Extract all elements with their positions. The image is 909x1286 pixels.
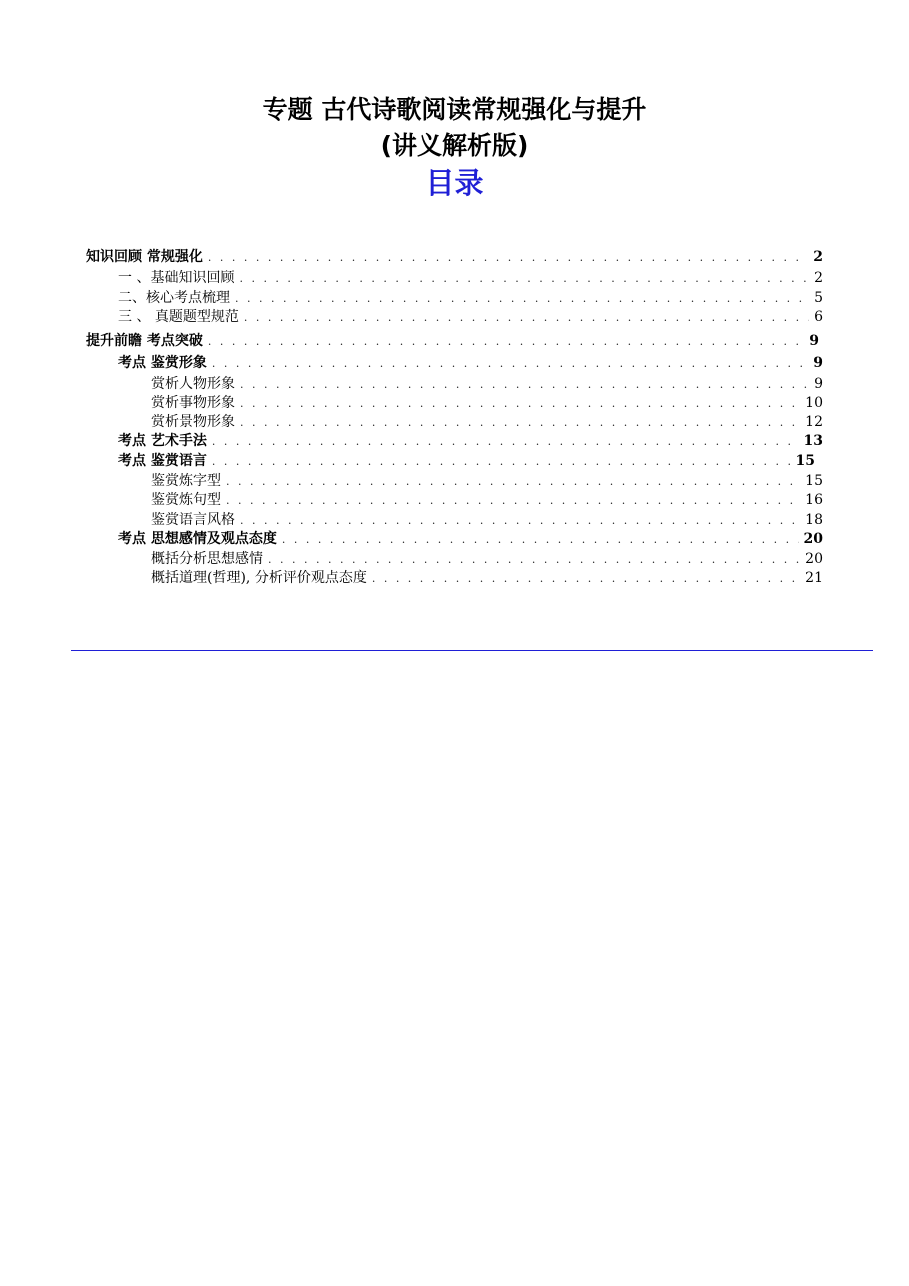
toc-entry[interactable]: [151, 374, 823, 394]
toc-entry[interactable]: [86, 331, 819, 351]
toc-entry[interactable]: [151, 490, 823, 510]
toc-entry-page: 15: [795, 453, 815, 469]
toc-entry[interactable]: [86, 247, 823, 267]
toc-dot-leader: [244, 308, 809, 328]
toc-entry-page: 9: [813, 355, 823, 371]
toc-entry-label: 概括分析思想感情: [151, 551, 263, 567]
toc-dot-leader: [282, 530, 799, 550]
toc-entry-page: 2: [813, 249, 823, 265]
toc-entry-page: 12: [805, 414, 823, 430]
toc-dot-leader: [240, 375, 809, 395]
toc-entry[interactable]: [151, 393, 823, 413]
toc-entry-label: 赏析人物形象: [151, 376, 235, 392]
toc-entry-page: 9: [809, 333, 819, 349]
toc-entry-label: 概括道理(哲理), 分析评价观点态度: [151, 570, 367, 586]
toc-entry[interactable]: [118, 353, 823, 373]
toc-entry-label: 鉴赏语言风格: [151, 512, 235, 528]
toc-entry[interactable]: [151, 471, 823, 491]
toc-entry-page: 6: [814, 309, 823, 325]
toc-entry-page: 20: [803, 531, 823, 547]
toc-dot-leader: [212, 432, 799, 452]
toc-entry[interactable]: [151, 510, 823, 530]
toc-dot-leader: [208, 248, 808, 268]
toc-entry-label: 考点 思想感情及观点态度: [118, 531, 277, 547]
toc-entry-page: 5: [814, 290, 823, 306]
toc-heading: 目录: [425, 166, 484, 200]
toc-entry-label: 提升前瞻 考点突破: [86, 333, 203, 349]
toc-dot-leader: [235, 289, 809, 309]
toc-entry[interactable]: [118, 529, 823, 549]
toc-dot-leader: [240, 394, 800, 414]
toc-dot-leader: [226, 472, 800, 492]
toc-entry-page: 15: [805, 473, 823, 489]
toc-entry[interactable]: [118, 288, 823, 308]
toc-entry-label: 知识回顾 常规强化: [86, 249, 203, 265]
toc-entry-label: 考点 艺术手法: [118, 433, 207, 449]
toc-entry-page: 2: [814, 270, 823, 286]
toc-entry-page: 16: [805, 492, 823, 508]
toc-entry-label: 赏析景物形象: [151, 414, 235, 430]
toc-dot-leader: [240, 413, 800, 433]
toc-entry[interactable]: [118, 431, 823, 451]
toc-entry[interactable]: [151, 412, 823, 432]
toc-entry-label: 二、核心考点梳理: [118, 290, 230, 306]
toc-dot-leader: [212, 452, 791, 472]
toc-entry-label: 考点 鉴赏语言: [118, 453, 207, 469]
toc-entry-page: 9: [814, 376, 823, 392]
horizontal-divider: [71, 650, 873, 651]
toc-entry-label: 考点 鉴赏形象: [118, 355, 207, 371]
toc-entry[interactable]: [151, 568, 823, 588]
toc-dot-leader: [208, 332, 804, 352]
toc-dot-leader: [372, 569, 800, 589]
toc-entry-label: 鉴赏炼字型: [151, 473, 221, 489]
toc-entry-page: 10: [805, 395, 823, 411]
toc-entry-page: 18: [805, 512, 823, 528]
toc-entry-page: 20: [805, 551, 823, 567]
toc-dot-leader: [240, 511, 800, 531]
toc-entry-label: 赏析事物形象: [151, 395, 235, 411]
toc-dot-leader: [212, 354, 808, 374]
document-subtitle: (讲义解析版): [380, 131, 529, 160]
toc-entry[interactable]: [118, 268, 823, 288]
toc-entry-page: 13: [803, 433, 823, 449]
toc-entry-label: 一 、基础知识回顾: [118, 270, 235, 286]
toc-entry-page: 21: [805, 570, 823, 586]
toc-entry[interactable]: [151, 549, 823, 569]
toc-entry[interactable]: [118, 451, 815, 471]
toc-entry-label: 三 、 真题题型规范: [118, 309, 239, 325]
toc-dot-leader: [226, 491, 800, 511]
toc-entry[interactable]: [118, 307, 823, 327]
toc-dot-leader: [268, 550, 800, 570]
toc-dot-leader: [239, 269, 809, 289]
document-title: 专题 古代诗歌阅读常规强化与提升: [262, 95, 647, 124]
toc-entry-label: 鉴赏炼句型: [151, 492, 221, 508]
